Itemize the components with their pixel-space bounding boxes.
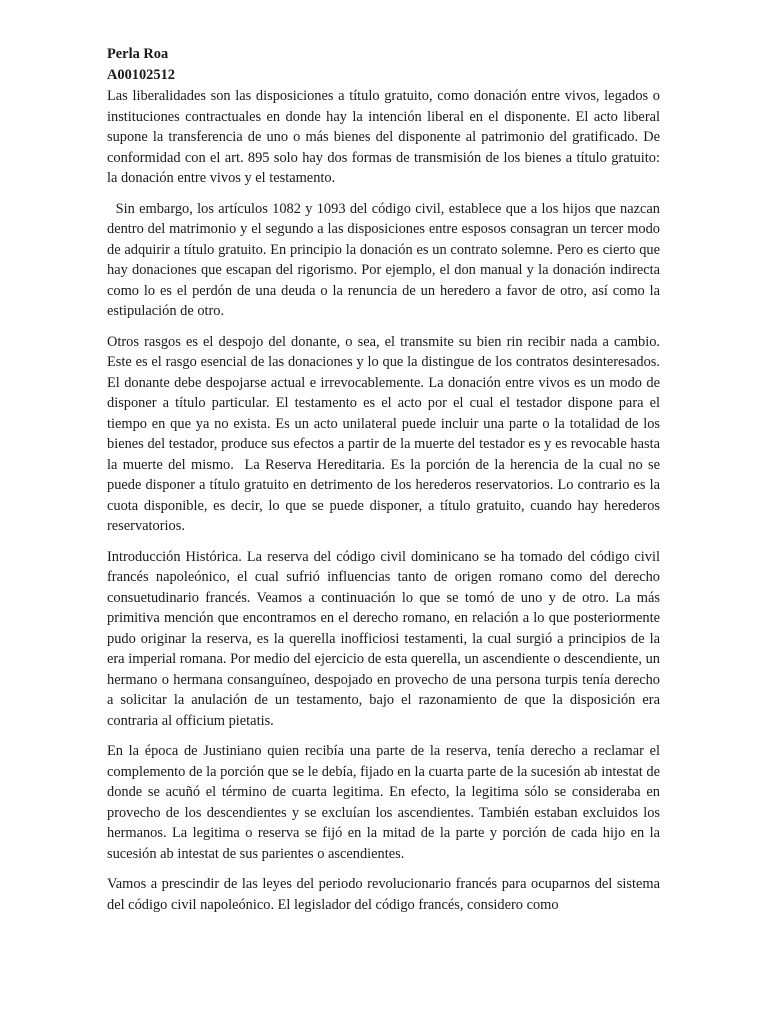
paragraph-codigo-napoleonico: Vamos a prescindir de las leyes del periodo revolucionario francés para ocuparnos del sistema del código civil napoleónico. El legislador del código francés, considero como	[107, 876, 664, 913]
paragraph-liberalidades: Las liberalidades son las disposiciones a título gratuito, como donación entre vivos, legados o instituciones contractuales en donde hay la intención liberal en el disponente. El acto liberal supone la transferencia de uno o más bienes del disponente al patrimonio del gratificado. De conformidad con el art. 895 solo hay dos formas de transmisión de los bienes a título gratuito: la donación entre vivos y el testamento.	[107, 88, 664, 186]
paragraph-otros-rasgos: Otros rasgos es el despojo del donante, o sea, el transmite su bien rin recibir nada a cambio. Este es el rasgo esencial de las donaciones y lo que la distingue de los contratos desinteresados. El donante debe despojarse actual e irrevocablemente. La donación entre vivos es un modo de disponer a título particular. El testamento es el acto por el cual el testador dispone para el tiempo en que ya no exista. Es un acto unilateral puede incluir una parte o la totalidad de los bienes del testador, produce sus efectos a partir de la muerte del testador es y es revocable hasta la muerte del mismo. La Reserva Hereditaria. Es la porción de la herencia de la cual no se puede disponer a título gratuito en detrimento de los herederos reservatorios. Lo contrario es la cuota disponible, es decir, lo que se puede disponer, a título gratuito, cuando hay herederos reservatorios.	[107, 333, 664, 534]
author-name: Perla Roa	[107, 46, 169, 62]
document-page	[107, 44, 664, 925]
paragraph-justiniano: En la época de Justiniano quien recibía una parte de la reserva, tenía derecho a reclamar el complemento de la porción que se le debía, fijado en la cuarta parte de la sucesión ab intestat de donde se acuñó el término de cuarta legitima. En efecto, la legitima sólo se consideraba en provecho de los descendientes y se excluían los ascendientes. También estaban excluidos los hermanos. La legitima o reserva se fijó en la mitad de la parte y porción de cada hijo en la sucesión ab intestat de sus parientes o ascendientes.	[107, 743, 664, 862]
paragraph-sin-embargo: Sin embargo, los artículos 1082 y 1093 del código civil, establece que a los hijos que nazcan dentro del matrimonio y el segundo a las disposiciones entre esposos consagran un tercer modo de adquirir a título gratuito. En principio la donación es un contrato solemne. Pero es cierto que hay donaciones que escapan del rigorismo. Por ejemplo, el don manual y la donación indirecta como lo es el perdón de una deuda o la renuncia de un heredero a favor de otro, así como la estipulación de otro.	[107, 200, 664, 319]
student-id: A00102512	[107, 66, 175, 83]
paragraph-introduccion-historica: Introducción Histórica. La reserva del código civil dominicano se ha tomado del código civil francés napoleónico, el cual sufrió influencias tanto de origen romano como del derecho consuetudinario francés. Veamos a continuación lo que se tomó de uno y de otro. La más primitiva mención que encontramos en el derecho romano, en relación a lo que posteriormente pudo originar la reserva, es la querella inofficiosi testamenti, la cual surgió a principios de la era imperial romana. Por medio del ejercicio de esta querella, un ascendiente o descendiente, un hermano o hermana consanguíneo, despojado en provecho de una persona turpis tenía derecho a solicitar la anulación de un testamento, bajo el razonamiento de que la disposición era contraria al officium pietatis.	[107, 548, 664, 729]
